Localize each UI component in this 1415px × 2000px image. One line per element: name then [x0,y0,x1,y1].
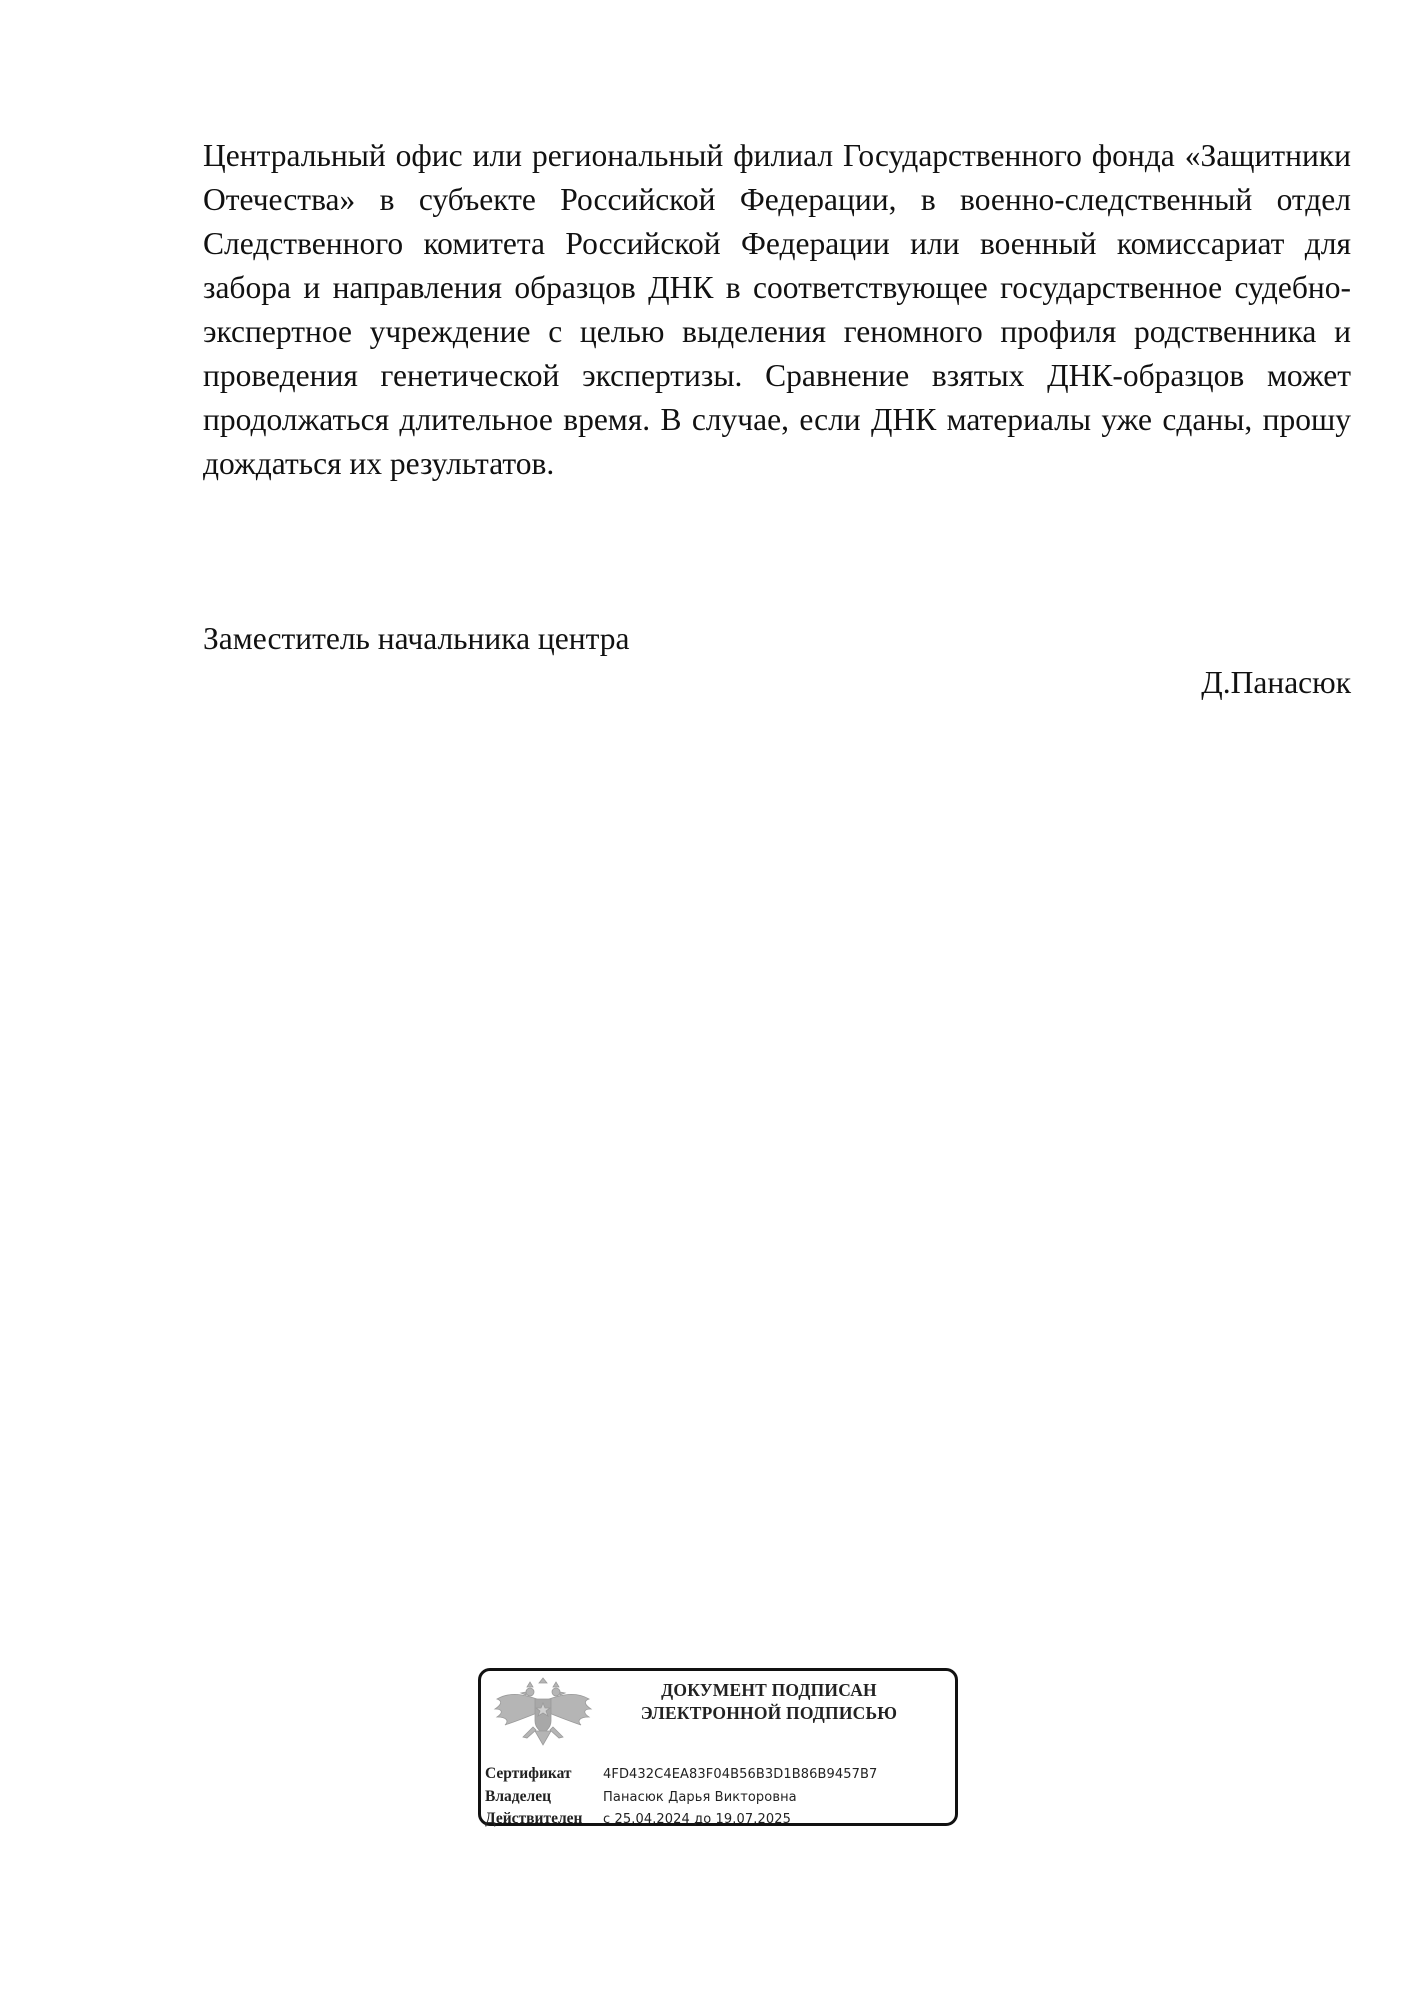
certificate-label: Сертификат [485,1765,572,1782]
stamp-heading-line-1: ДОКУМЕНТ ПОДПИСАН [661,1680,877,1700]
validity-value: с 25.04.2024 до 19.07.2025 [603,1811,791,1827]
owner-label: Владелец [485,1788,552,1805]
certificate-value: 4FD432C4EA83F04B56B3D1B86B9457B7 [603,1766,878,1782]
double-headed-eagle-emblem-icon [489,1677,597,1757]
validity-row [485,1807,791,1831]
signer-name: Д.Панасюк [1201,665,1351,700]
stamp-heading-line-2: ЭЛЕКТРОННОЙ ПОДПИСЬЮ [640,1703,898,1723]
stamp-heading [599,1679,939,1725]
validity-label: Действителен [485,1810,583,1827]
owner-row [485,1785,797,1809]
signer-title: Заместитель начальника центра [203,621,630,656]
electronic-signature-stamp [478,1668,958,1826]
certificate-row [485,1762,877,1786]
owner-value: Панасюк Дарья Викторовна [603,1789,797,1805]
body-paragraph: Центральный офис или региональный филиал Государственного фонда «Защитники Отечества» в субъекте Российской Федерации, в военно-следственный отдел Следственного комитета Российской Федерации или военный комиссариат для забора и направления образцов ДНК в соответствующее государственное судебно-экспертное учреждение с целью выделения геномного профиля родственника и проведения генетической экспертизы. Сравнение взятых ДНК-образцов может продолжаться длительное время. В случае, если ДНК материалы уже сданы, прошу дождаться их результатов. [203,138,1351,481]
